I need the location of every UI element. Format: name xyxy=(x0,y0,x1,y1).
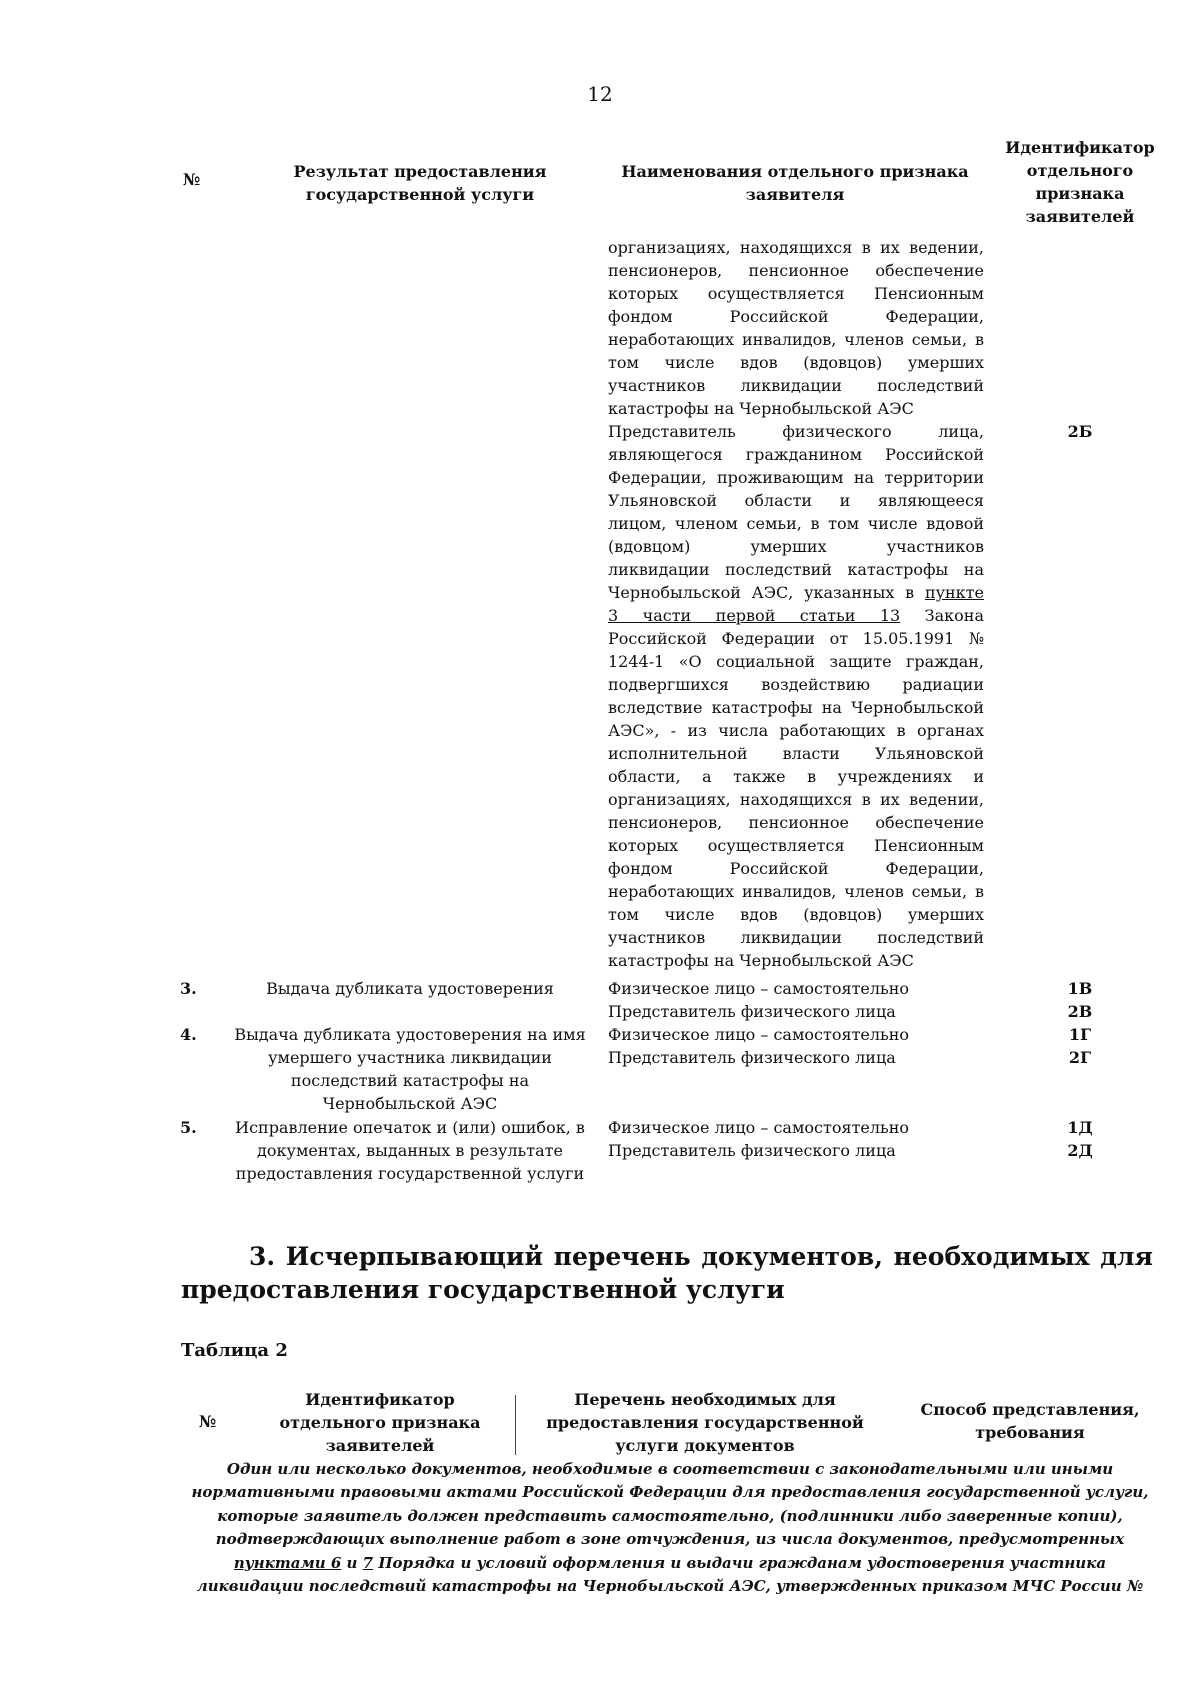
row-number: 5. xyxy=(180,1118,197,1137)
text-line: Российской Федерации от 15.05.1991 № xyxy=(608,629,984,648)
text-line: том числе вдов (вдовцов) умерших xyxy=(608,353,984,372)
table1-feature-text-column xyxy=(608,236,984,972)
table1-header-feature-name: Наименования отдельного признака заявителя xyxy=(621,162,969,204)
text-line: ликвидации последствий катастрофы на xyxy=(608,560,984,579)
text-line: которых осуществляется Пенсионным xyxy=(608,284,984,303)
text-line: области, а также в учреждениях и xyxy=(608,767,984,786)
section-heading xyxy=(181,1240,1153,1306)
text-line: Один или несколько документов, необходимые в соответствии с законодательными или иными xyxy=(226,1460,1114,1478)
text-line: участников ликвидации последствий xyxy=(608,928,984,947)
text-line: неработающих инвалидов, членов семьи, в xyxy=(608,882,984,901)
text-line: вследствие катастрофы на Чернобыльской xyxy=(608,698,984,717)
row-id: 2В xyxy=(1067,1002,1093,1021)
text-line: пенсионеров, пенсионное обеспечение xyxy=(608,813,984,832)
row-feature: Представитель физического лица xyxy=(608,1048,896,1067)
page-number: 12 xyxy=(587,82,613,106)
representative-id: 2Б xyxy=(1067,422,1093,441)
section-heading-line1 xyxy=(181,1240,1153,1273)
table2-header-list: Перечень необходимых для предоставления государственной услуги документов xyxy=(546,1390,864,1455)
text-line: фондом Российской Федерации, xyxy=(608,307,984,326)
text-line: организациях, находящихся в их ведении, xyxy=(608,790,984,809)
row-feature: Физическое лицо – самостоятельно xyxy=(608,979,910,998)
text-line: участников ликвидации последствий xyxy=(608,376,984,395)
row-feature: Физическое лицо – самостоятельно xyxy=(608,1118,910,1137)
text-line-with-link xyxy=(608,581,984,604)
text-fragment: и xyxy=(341,1553,363,1572)
section-heading-line2: предоставления государственной услуги xyxy=(181,1275,785,1304)
text-line: фондом Российской Федерации, xyxy=(608,859,984,878)
row-number: 3. xyxy=(180,979,197,998)
law-link-article[interactable]: 3 части первой статьи 13 xyxy=(608,606,901,625)
row-result: Выдача дубликата удостоверения на имя умершего участника ликвидации последствий катастрофы на Чернобыльской АЭС xyxy=(234,1025,586,1113)
table1-header-identifier: Идентификатор отдельного признака заявителей xyxy=(1005,138,1155,226)
text-line: том числе вдов (вдовцов) умерших xyxy=(608,905,984,924)
text-line: являющегося гражданином Российской xyxy=(608,445,984,464)
text-line: которых осуществляется Пенсионным xyxy=(608,836,984,855)
row-id: 2Г xyxy=(1068,1048,1092,1067)
text-line-with-link xyxy=(608,604,984,627)
row-result: Выдача дубликата удостоверения xyxy=(266,979,554,998)
row-number: 4. xyxy=(180,1025,197,1044)
table2-caption: Таблица 2 xyxy=(181,1340,288,1361)
table1-header-no: № xyxy=(183,170,201,189)
text-fragment: Закона xyxy=(924,606,984,625)
header-divider xyxy=(515,1395,516,1455)
table1-header-result: Результат предоставления государственной услуги xyxy=(293,162,547,204)
text-line: подтверждающих выполнение работ в зоне отчуждения, из числа документов, предусмотренных xyxy=(215,1530,1125,1549)
text-line: подвергшихся воздействию радиации xyxy=(608,675,984,694)
text-line: 1244-1 «О социальной защите граждан, xyxy=(608,652,984,671)
text-fragment: Чернобыльской АЭС, указанных в xyxy=(608,583,915,602)
text-line: Федерации, проживающим на территории xyxy=(608,468,984,487)
row-id: 1В xyxy=(1067,979,1093,998)
row-id: 1Д xyxy=(1067,1118,1093,1137)
law-link-punkt[interactable]: пункте xyxy=(924,583,984,602)
text-line: исполнительной власти Ульяновской xyxy=(608,744,984,763)
text-line: которые заявитель должен представить самостоятельно, (подлинники либо заверенные копии), xyxy=(217,1506,1123,1525)
row-result: Исправление опечаток и (или) ошибок, в документах, выданных в результате предоставления государственной услуги xyxy=(235,1118,585,1183)
row-id: 2Д xyxy=(1067,1141,1093,1160)
section-title-part: Исчерпывающий перечень документов, необходимых для xyxy=(285,1242,1153,1271)
text-line: ликвидации последствий катастрофы на Чернобыльской АЭС, утвержденных приказом МЧС России № xyxy=(196,1577,1144,1596)
table2-header-method: Способ представления, требования xyxy=(920,1400,1140,1442)
text-line: АЭС», - из числа работающих в органах xyxy=(608,721,984,740)
text-line: нормативными правовыми актами Российской Федерации для предоставления государственной услуги, xyxy=(191,1483,1149,1502)
row-feature: Представитель физического лица xyxy=(608,1141,896,1160)
text-line: лицом, членом семьи, в том числе вдовой xyxy=(608,514,984,533)
text-fragment: Порядка и условий оформления и выдачи гражданам удостоверения участника xyxy=(373,1553,1107,1572)
text-line: Ульяновской области и являющееся xyxy=(608,491,984,510)
row-feature: Представитель физического лица xyxy=(608,1002,896,1021)
text-line: (вдовцом) умерших участников xyxy=(608,537,984,556)
row-feature: Физическое лицо – самостоятельно xyxy=(608,1025,910,1044)
link-punkty-6[interactable]: пунктами 6 xyxy=(233,1553,342,1572)
text-line: катастрофы на Чернобыльской АЭС xyxy=(608,951,914,970)
row-id: 1Г xyxy=(1068,1025,1092,1044)
link-punkt-7[interactable]: 7 xyxy=(362,1553,374,1572)
table2-header-identifier: Идентификатор отдельного признака заявителей xyxy=(279,1390,481,1455)
text-line: катастрофы на Чернобыльской АЭС xyxy=(608,399,914,418)
text-line: организациях, находящихся в их ведении, xyxy=(608,238,984,257)
section-number: 3. xyxy=(249,1242,276,1271)
table2-merged-row xyxy=(170,1458,1170,1598)
table2-header-no: № xyxy=(199,1412,217,1431)
text-line: неработающих инвалидов, членов семьи, в xyxy=(608,330,984,349)
text-line: пенсионеров, пенсионное обеспечение xyxy=(608,261,984,280)
text-line: Представитель физического лица, xyxy=(608,422,984,441)
text-line-with-links xyxy=(170,1552,1170,1575)
